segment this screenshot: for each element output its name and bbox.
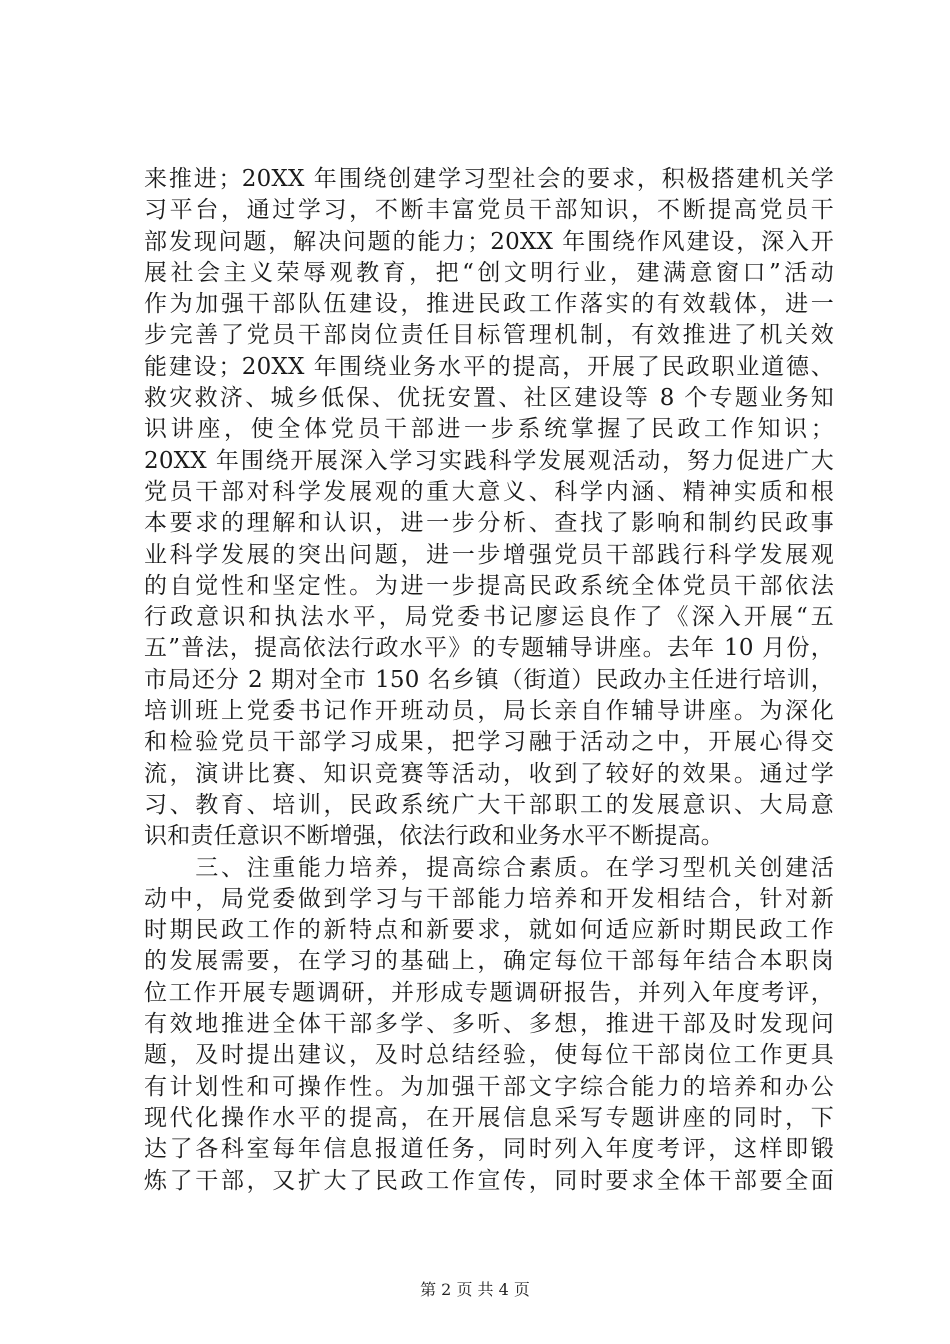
text-line: 习、教育、培训，民政系统广大干部职工的发展意识、大局意 — [144, 791, 834, 818]
text-line: 炼了干部，又扩大了民政工作宣传，同时要求全体干部要全面 — [144, 1167, 834, 1194]
text-line: 现代化操作水平的提高，在开展信息采写专题讲座的同时，下 — [144, 1104, 834, 1131]
text-line: 的自觉性和坚定性。为进一步提高民政系统全体党员干部依法 — [144, 572, 834, 599]
text-line: 救灾救济、城乡低保、优抚安置、社区建设等 8 个专题业务知 — [144, 385, 834, 412]
text-line: 位工作开展专题调研，并形成专题调研报告，并列入年度考评， — [144, 979, 834, 1006]
text-line: 流，演讲比赛、知识竞赛等活动，收到了较好的效果。通过学 — [144, 760, 834, 787]
text-line: 达了各科室每年信息报道任务，同时列入年度考评，这样即锻 — [144, 1136, 834, 1163]
text-line: 和检验党员干部学习成果，把学习融于活动之中，开展心得交 — [144, 729, 834, 756]
text-line: 行政意识和执法水平，局党委书记廖运良作了《深入开展“五 — [144, 604, 834, 631]
page-number-footer: 第 2 页 共 4 页 — [420, 1280, 530, 1299]
text-line: 时期民政工作的新特点和新要求，就如何适应新时期民政工作 — [144, 917, 834, 944]
text-line: 本要求的理解和认识，进一步分析、查找了影响和制约民政事 — [144, 510, 834, 537]
text-line: 识和责任意识不断增强，依法行政和业务水平不断提高。 — [144, 823, 724, 850]
text-line: 展社会主义荣辱观教育，把“创文明行业，建满意窗口”活动 — [144, 259, 834, 286]
text-line: 题，及时提出建议，及时总结经验，使每位干部岗位工作更具 — [144, 1042, 834, 1069]
text-line: 作为加强干部队伍建设，推进民政工作落实的有效载体，进一 — [144, 291, 834, 318]
document-body — [144, 164, 834, 1197]
text-line: 能建设；20XX 年围绕业务水平的提高，开展了民政职业道德、 — [144, 353, 834, 380]
text-line: 市局还分 2 期对全市 150 名乡镇（街道）民政办主任进行培训， — [144, 666, 834, 693]
text-line: 培训班上党委书记作开班动员，局长亲自作辅导讲座。为深化 — [144, 698, 834, 725]
text-line: 步完善了党员干部岗位责任目标管理机制，有效推进了机关效 — [144, 322, 834, 349]
text-line: 来推进；20XX 年围绕创建学习型社会的要求，积极搭建机关学 — [144, 166, 834, 192]
text-line: 有计划性和可操作性。为加强干部文字综合能力的培养和办公 — [144, 1073, 834, 1100]
text-line: 五”普法，提高依法行政水平》的专题辅导讲座。去年 10 月份， — [144, 635, 834, 662]
text-line: 习平台，通过学习，不断丰富党员干部知识，不断提高党员干 — [144, 197, 834, 224]
text-line: 党员干部对科学发展观的重大意义、科学内涵、精神实质和根 — [144, 478, 834, 505]
text-line: 部发现问题，解决问题的能力；20XX 年围绕作风建设，深入开 — [144, 228, 834, 255]
text-line: 识讲座，使全体党员干部进一步系统掌握了民政工作知识； — [144, 416, 834, 443]
text-line: 业科学发展的突出问题，进一步增强党员干部践行科学发展观 — [144, 541, 834, 568]
text-line: 的发展需要，在学习的基础上，确定每位干部每年结合本职岗 — [144, 948, 834, 975]
text-line: 动中，局党委做到学习与干部能力培养和开发相结合，针对新 — [144, 885, 834, 912]
text-line: 20XX 年围绕开展深入学习实践科学发展观活动，努力促进广大 — [144, 447, 834, 474]
text-line: 有效地推进全体干部多学、多听、多想，推进干部及时发现问 — [144, 1011, 834, 1038]
text-line: 三、注重能力培养，提高综合素质。在学习型机关创建活 — [144, 854, 834, 881]
